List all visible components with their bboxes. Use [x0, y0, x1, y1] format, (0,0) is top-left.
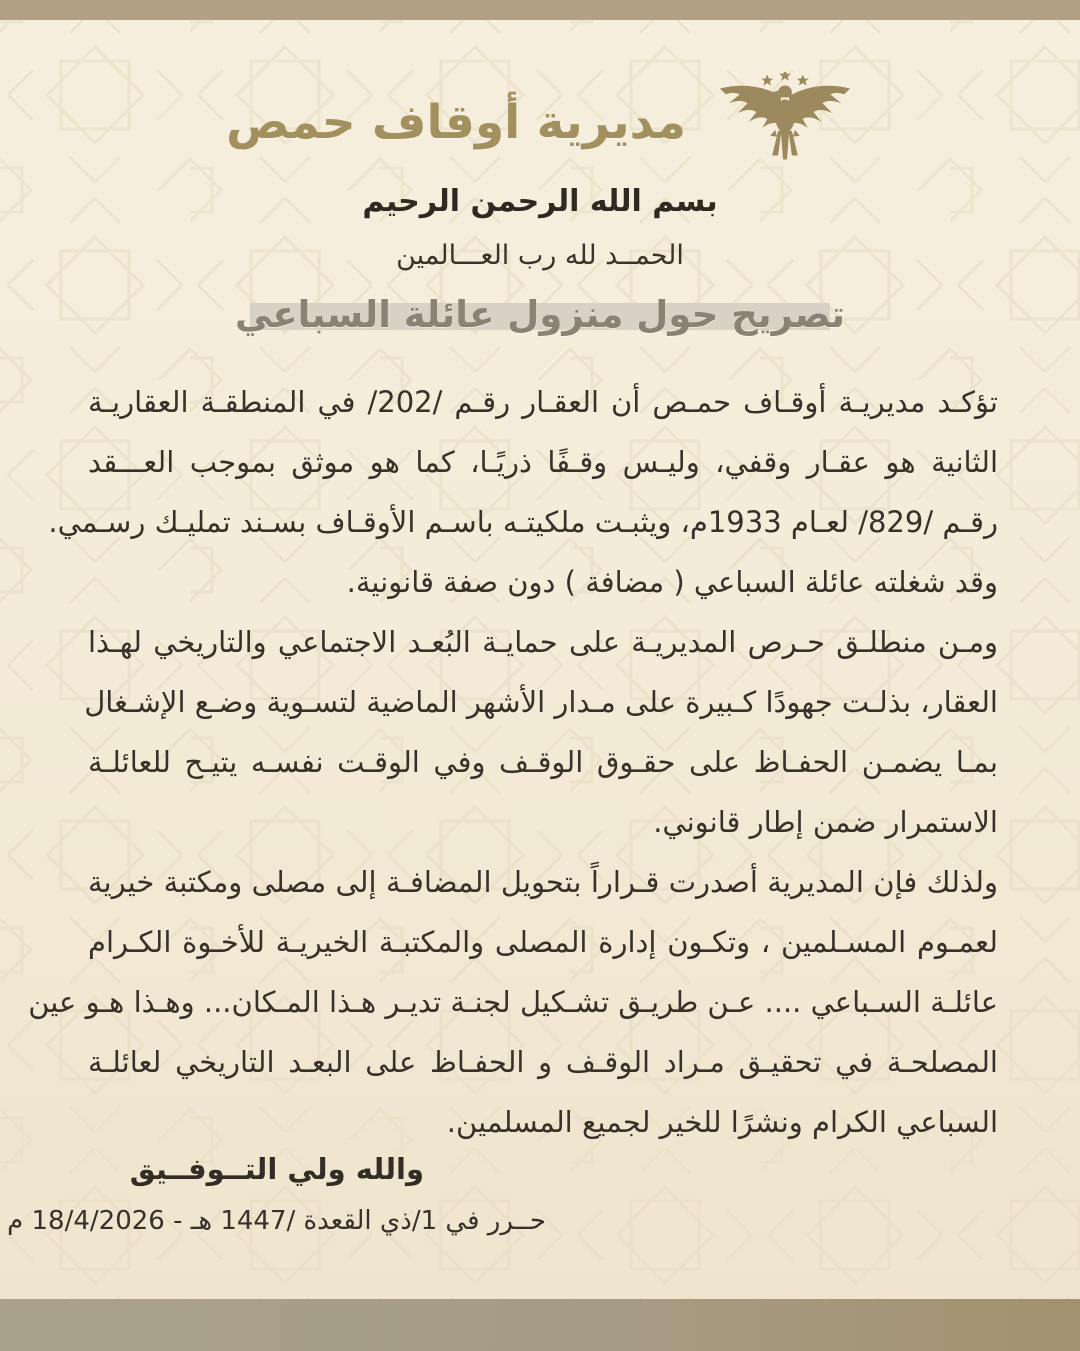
body-text — [28, 372, 998, 1152]
body-line: الثانية هو عقـار وقفي، وليـس وقـفًا ذريًـا، كما هو موثق بموجب العـــقد — [88, 445, 998, 479]
bottom-border-strip — [0, 1299, 1080, 1351]
title-wrap — [0, 286, 1080, 342]
closing-formula: والله ولي التــوفــيق — [129, 1152, 424, 1186]
eagle-emblem-icon — [716, 72, 854, 172]
bismillah-calligraphy: بسم الله الرحمن الرحيم — [362, 184, 718, 219]
date-line: حــرر في 1/ذي القعدة /1447 هـ - 18/4/2026 م — [7, 1206, 546, 1236]
body-line: بمـا يضمـن الحفـاظ على حقـوق الوقـف وفي الوقـت نفسـه يتيـح للعائلـة — [88, 745, 998, 779]
body-line: العقار، بذلـت جهودًا كـبيرة على مـدار الأشهر الماضية لتسـوية وضـع الإشـغال — [84, 685, 998, 719]
hamd-line: الحمــد لله رب العـــالمين — [396, 240, 684, 271]
body-line: السباعي الكرام ونشرًا للخير لجميع المسلمين. — [446, 1105, 998, 1139]
body-line: عائلـة السـباعي .... عـن طريـق تشـكيل لجنـة تديـر هـذا المـكان... وهـذا هـو عين — [28, 985, 998, 1019]
body-line: الاستمرار ضمن إطار قانوني. — [653, 805, 998, 839]
body-line: رقـم /829/ لعـام 1933م، ويثبـت ملكيتـه باسـم الأوقـاف بسـند تمليـك رسـمي. — [48, 505, 998, 539]
header-logo-row — [0, 72, 1080, 172]
body-line: ومـن منطلـق حـرص المديريـة على حمايـة البُعـد الاجتماعي والتاريخي لهـذا — [88, 625, 998, 659]
body-line: ولذلك فإن المديرية أصدرت قـراراً بتحويل المضافـة إلى مصلى ومكتبة خيرية — [88, 865, 998, 899]
body-line: لعمـوم المسـلمين ، وتكـون إدارة المصلى والمكتبـة الخيريـة للأخـوة الكـرام — [88, 925, 998, 959]
body-line: المصلحـة في تحقيـق مـراد الوقـف و الحفـاظ على البعـد التاريخي لعائلـة — [88, 1045, 998, 1079]
directorate-calligraphy-logo: مديرية أوقاف حمص — [226, 94, 686, 150]
body-line: وقد شغلته عائلة السباعي ( مضافة ) دون صفة قانونية. — [346, 565, 998, 599]
body-line: تؤكـد مديريـة أوقـاف حمـص أن العقـار رقـم /202/ في المنطقـة العقاريـة — [88, 385, 998, 419]
top-border-strip — [0, 0, 1080, 20]
page-title: تصريح حول منزول عائلة السباعي — [234, 292, 846, 336]
